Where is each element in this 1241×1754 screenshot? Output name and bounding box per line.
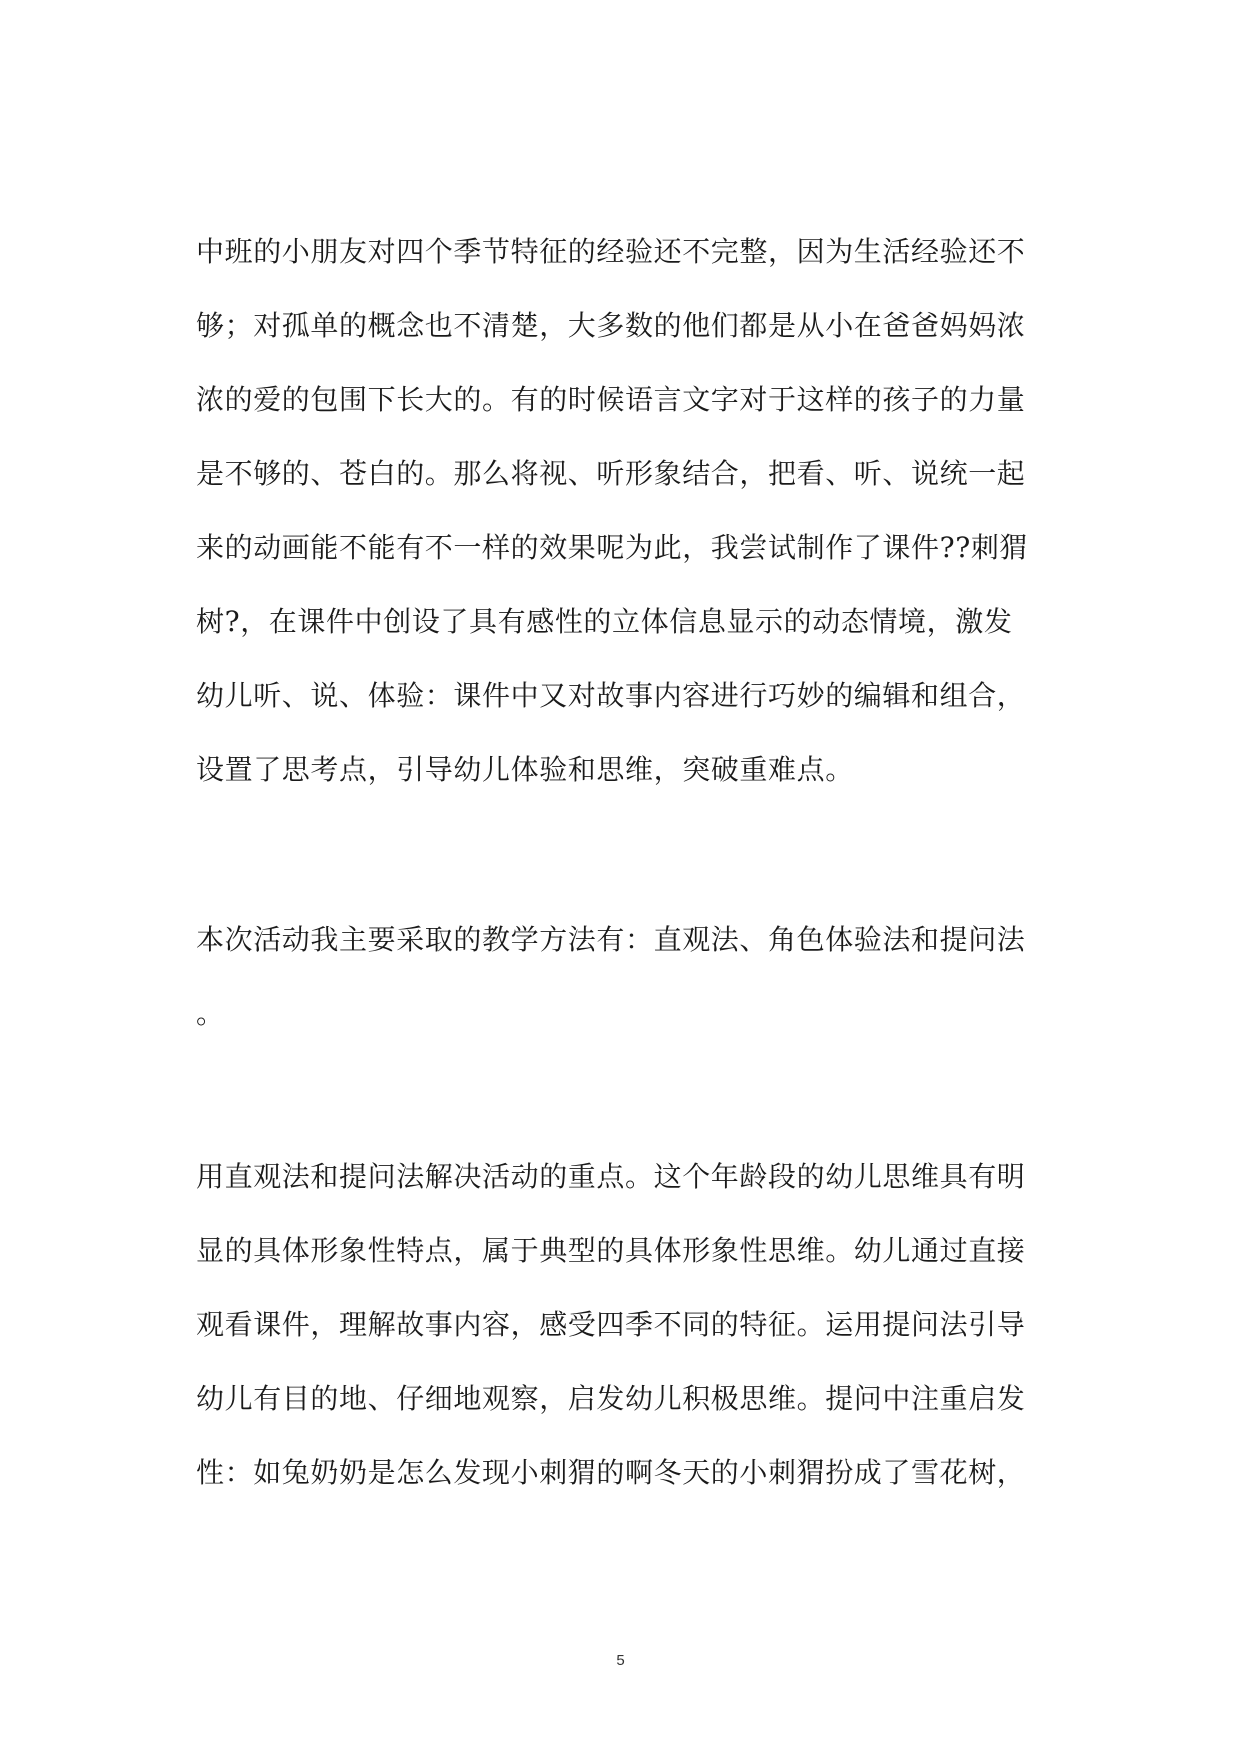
paragraph-2	[196, 903, 1046, 1051]
text-line: 。	[196, 997, 225, 1030]
text-line: 显的具体形象性特点，属于典型的具体形象性思维。幼儿通过直接	[196, 1234, 1026, 1267]
text-line: 幼儿听、说、体验：课件中又对故事内容进行巧妙的编辑和组合，	[196, 679, 1026, 712]
text-line: 用直观法和提问法解决活动的重点。这个年龄段的幼儿思维具有明	[196, 1160, 1026, 1193]
text-line: 够；对孤单的概念也不清楚，大多数的他们都是从小在爸爸妈妈浓	[196, 309, 1026, 342]
paragraph-1	[196, 215, 1046, 807]
text-line: 树?，在课件中创设了具有感性的立体信息显示的动态情境，激发	[196, 605, 1013, 638]
text-line: 性：如兔奶奶是怎么发现小刺猬的啊冬天的小刺猬扮成了雪花树，	[196, 1456, 1026, 1489]
text-line: 浓的爱的包围下长大的。有的时候语言文字对于这样的孩子的力量	[196, 383, 1026, 416]
paragraph-3	[196, 1140, 1046, 1510]
text-line: 中班的小朋友对四个季节特征的经验还不完整，因为生活经验还不	[196, 235, 1026, 268]
text-line: 来的动画能不能有不一样的效果呢为此，我尝试制作了课件??刺猬	[196, 531, 1029, 564]
page-number: 5	[616, 1652, 625, 1669]
text-line: 设置了思考点，引导幼儿体验和思维，突破重难点。	[196, 753, 854, 786]
text-line: 是不够的、苍白的。那么将视、听形象结合，把看、听、说统一起	[196, 457, 1026, 490]
text-line: 观看课件，理解故事内容，感受四季不同的特征。运用提问法引导	[196, 1308, 1026, 1341]
text-line: 本次活动我主要采取的教学方法有：直观法、角色体验法和提问法	[196, 923, 1026, 956]
text-line: 幼儿有目的地、仔细地观察，启发幼儿积极思维。提问中注重启发	[196, 1382, 1026, 1415]
